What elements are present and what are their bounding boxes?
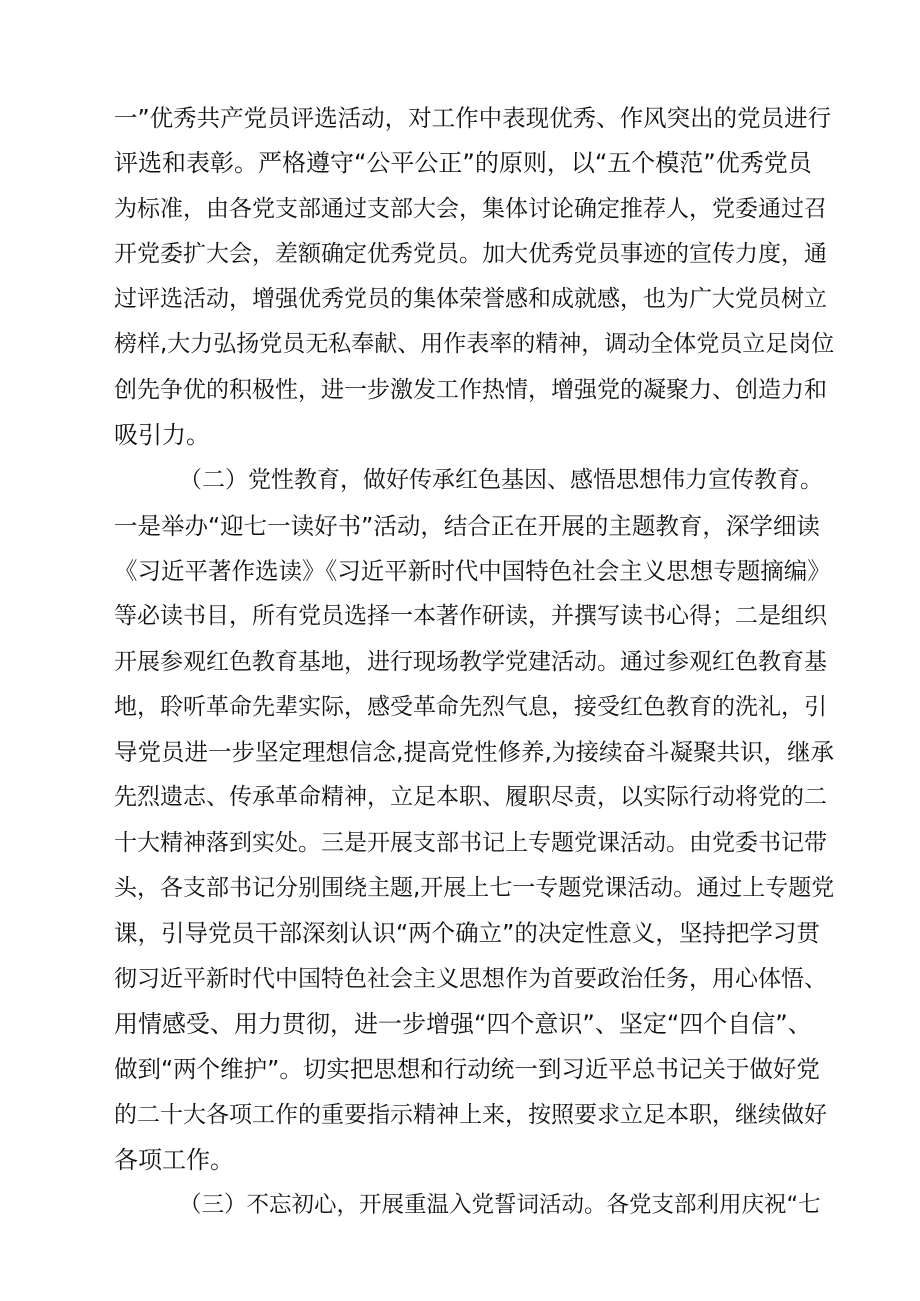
text-line: 地，聆听革命先辈实际，感受革命先烈气息，接受红色教育的洗礼，引	[114, 693, 827, 720]
text-line: 各项工作。	[114, 1145, 234, 1174]
text-line: 先烈遗志、传承革命精神，立足本职、履职尽责，以实际行动将党的二	[114, 784, 827, 811]
text-line: 导党员进一步坚定理想信念,提高党性修养,为接续奋斗凝聚共识，继承	[114, 738, 834, 767]
text-line: 为标准，由各党支部通过支部大会，集体讨论确定推荐人，党委通过召	[114, 195, 827, 222]
text-line: 创先争优的积极性，进一步激发工作热情，增强党的凝聚力、创造力和	[114, 376, 827, 403]
text-line: 彻习近平新时代中国特色社会主义思想作为首要政治任务，用心体悟、	[114, 965, 827, 992]
text-line: 课，引导党员干部深刻认识“两个确立”的决定性意义，坚持把学习贯	[114, 919, 820, 948]
text-line: 一是举办“迎七一读好书”活动，结合正在开展的主题教育，深学细读	[114, 511, 820, 540]
section-heading-3: （三）不忘初心，开展重温入党誓词活动。各党支部利用庆祝“七	[179, 1192, 821, 1219]
section-heading-2: （二）党性教育，做好传承红色基因、感悟思想伟力宣传教育。	[179, 467, 823, 494]
text-line: 头，各支部书记分别围绕主题,开展上七一专题党课活动。通过上专题党	[114, 875, 835, 902]
text-line: 过评选活动，增强优秀党员的集体荣誉感和成就感，也为广大党员树立	[114, 286, 827, 313]
text-line: 开展参观红色教育基地，进行现场教学党建活动。通过参观红色教育基	[114, 648, 827, 675]
text-line: 做到“两个维护”。切实把思想和行动统一到习近平总书记关于做好党	[114, 1055, 820, 1084]
text-line: 等必读书目，所有党员选择一本著作研读，并撰写读书心得；二是组织	[114, 603, 827, 630]
text-line: 开党委扩大会，差额确定优秀党员。加大优秀党员事迹的宣传力度，通	[114, 240, 827, 267]
text-line: 吸引力。	[114, 421, 210, 450]
text-line: 十大精神落到实处。三是开展支部书记上专题党课活动。由党委书记带	[114, 829, 827, 856]
text-line: 榜样,大力弘扬党员无私奉献、用作表率的精神，调动全体党员立足岗位	[114, 331, 835, 358]
text-line: 的二十大各项工作的重要指示精神上来，按照要求立足本职，继续做好	[114, 1101, 827, 1128]
text-line: 一”优秀共产党员评选活动，对工作中表现优秀、作风突出的党员进行	[114, 104, 832, 132]
text-line: 《习近平著作选读》《习近平新时代中国特色社会主义思想专题摘编》	[114, 556, 831, 585]
text-line: 用情感受、用力贯彻，进一步增强“四个意识”、坚定“四个自信”、	[114, 1009, 812, 1038]
document-body	[114, 96, 834, 1228]
text-line: 评选和表彰。严格遵守“公平公正”的原则，以“五个模范”优秀党员	[114, 149, 812, 178]
